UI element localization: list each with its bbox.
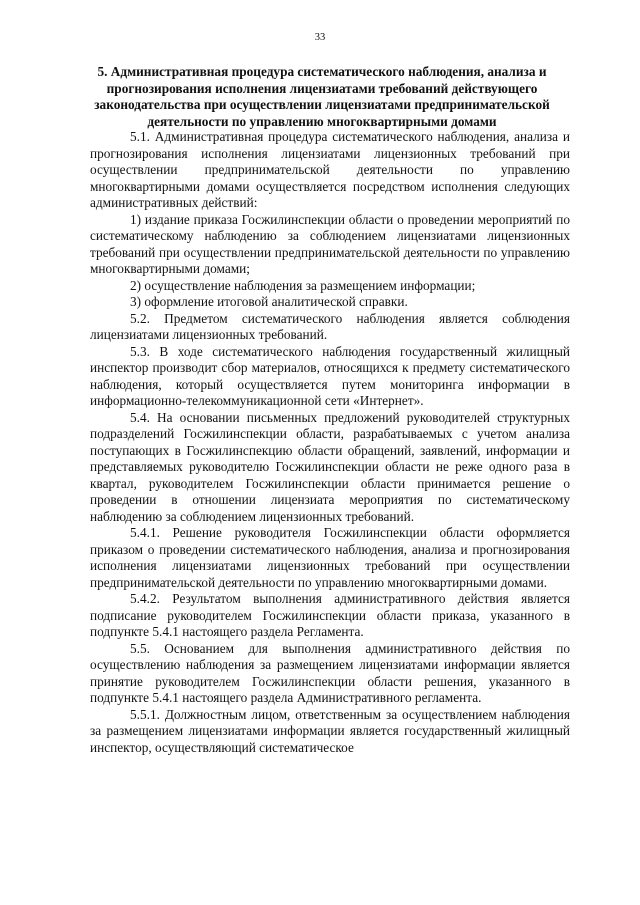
body-text bbox=[90, 129, 570, 756]
paragraph-5-5: 5.5. Основанием для выполнения административного действия по осуществлению наблюдения за размещением лицензиатами информации является принятие руководителем Госжилинспекции области решения, указанного в подпункте 5.4.1 настоящего раздела Административного регламента. bbox=[90, 640, 570, 705]
paragraph-5-1: 5.1. Административная процедура систематического наблюдения, анализа и прогнозирования исполнения лицензиатами лицензионных требований при осуществлении предпринимательской деятельности по управлению многоквартирными домами осуществляется посредством исполнения следующих административных действий: bbox=[90, 129, 570, 210]
paragraph-5-4-1: 5.4.1. Решение руководителя Госжилинспекции области оформляется приказом о проведении систематического наблюдения, анализа и прогнозирования исполнения лицензиатами лицензионных требований при осуществлении предпринимательской деятельности по управлению многоквартирными домами. bbox=[90, 525, 570, 590]
section-heading: 5. Административная процедура систематического наблюдения, анализа и прогнозирования исполнения лицензиатами требований действующего законодательства при осуществлении лицензиатами предпринимательской деятельности по управлению многоквартирными домами bbox=[94, 64, 550, 129]
paragraph-5-3: 5.3. В ходе систематического наблюдения государственный жилищный инспектор производит сбор материалов, относящихся к предмету систематического наблюдения, который осуществляется путем мониторинга информации в информационно-телекоммуникационной сети «Интернет». bbox=[90, 343, 570, 408]
list-item-3: 3) оформление итоговой аналитической справки. bbox=[130, 294, 408, 309]
paragraph-5-2: 5.2. Предметом систематического наблюдения является соблюдения лицензиатами лицензионных требований. bbox=[90, 310, 570, 342]
page-number: 33 bbox=[314, 32, 326, 43]
paragraph-5-4-2: 5.4.2. Результатом выполнения административного действия является подписание руководителем Госжилинспекции области приказа, указанного в подпункте 5.4.1 настоящего раздела Регламента. bbox=[90, 591, 570, 639]
paragraph-5-5-1: 5.5.1. Должностным лицом, ответственным за осуществлением наблюдения за размещением лицензиатами информации является государственный жилищный инспектор, осуществляющий систематическое bbox=[90, 706, 570, 755]
list-item-2: 2) осуществление наблюдения за размещением информации; bbox=[130, 277, 476, 293]
list-item-1: 1) издание приказа Госжилинспекции области о проведении мероприятий по систематическому наблюдению за соблюдением лицензиатами лицензионных требований при осуществлении предпринимательской деятельности по управлению многоквартирными домами; bbox=[90, 211, 570, 276]
paragraph-5-4: 5.4. На основании письменных предложений руководителей структурных подразделений Госжилинспекции области, разрабатываемых с учетом анализа поступающих в Госжилинспекцию области обращений, заявлений, информации и представляемых руководителю Госжилинспекции области не реже одного раза в квартал, руководителем Госжилинспекции области принимается решение о проведении в отношении лицензиата мероприятия по систематическому наблюдению за соблюдением лицензионных требований. bbox=[90, 409, 570, 524]
